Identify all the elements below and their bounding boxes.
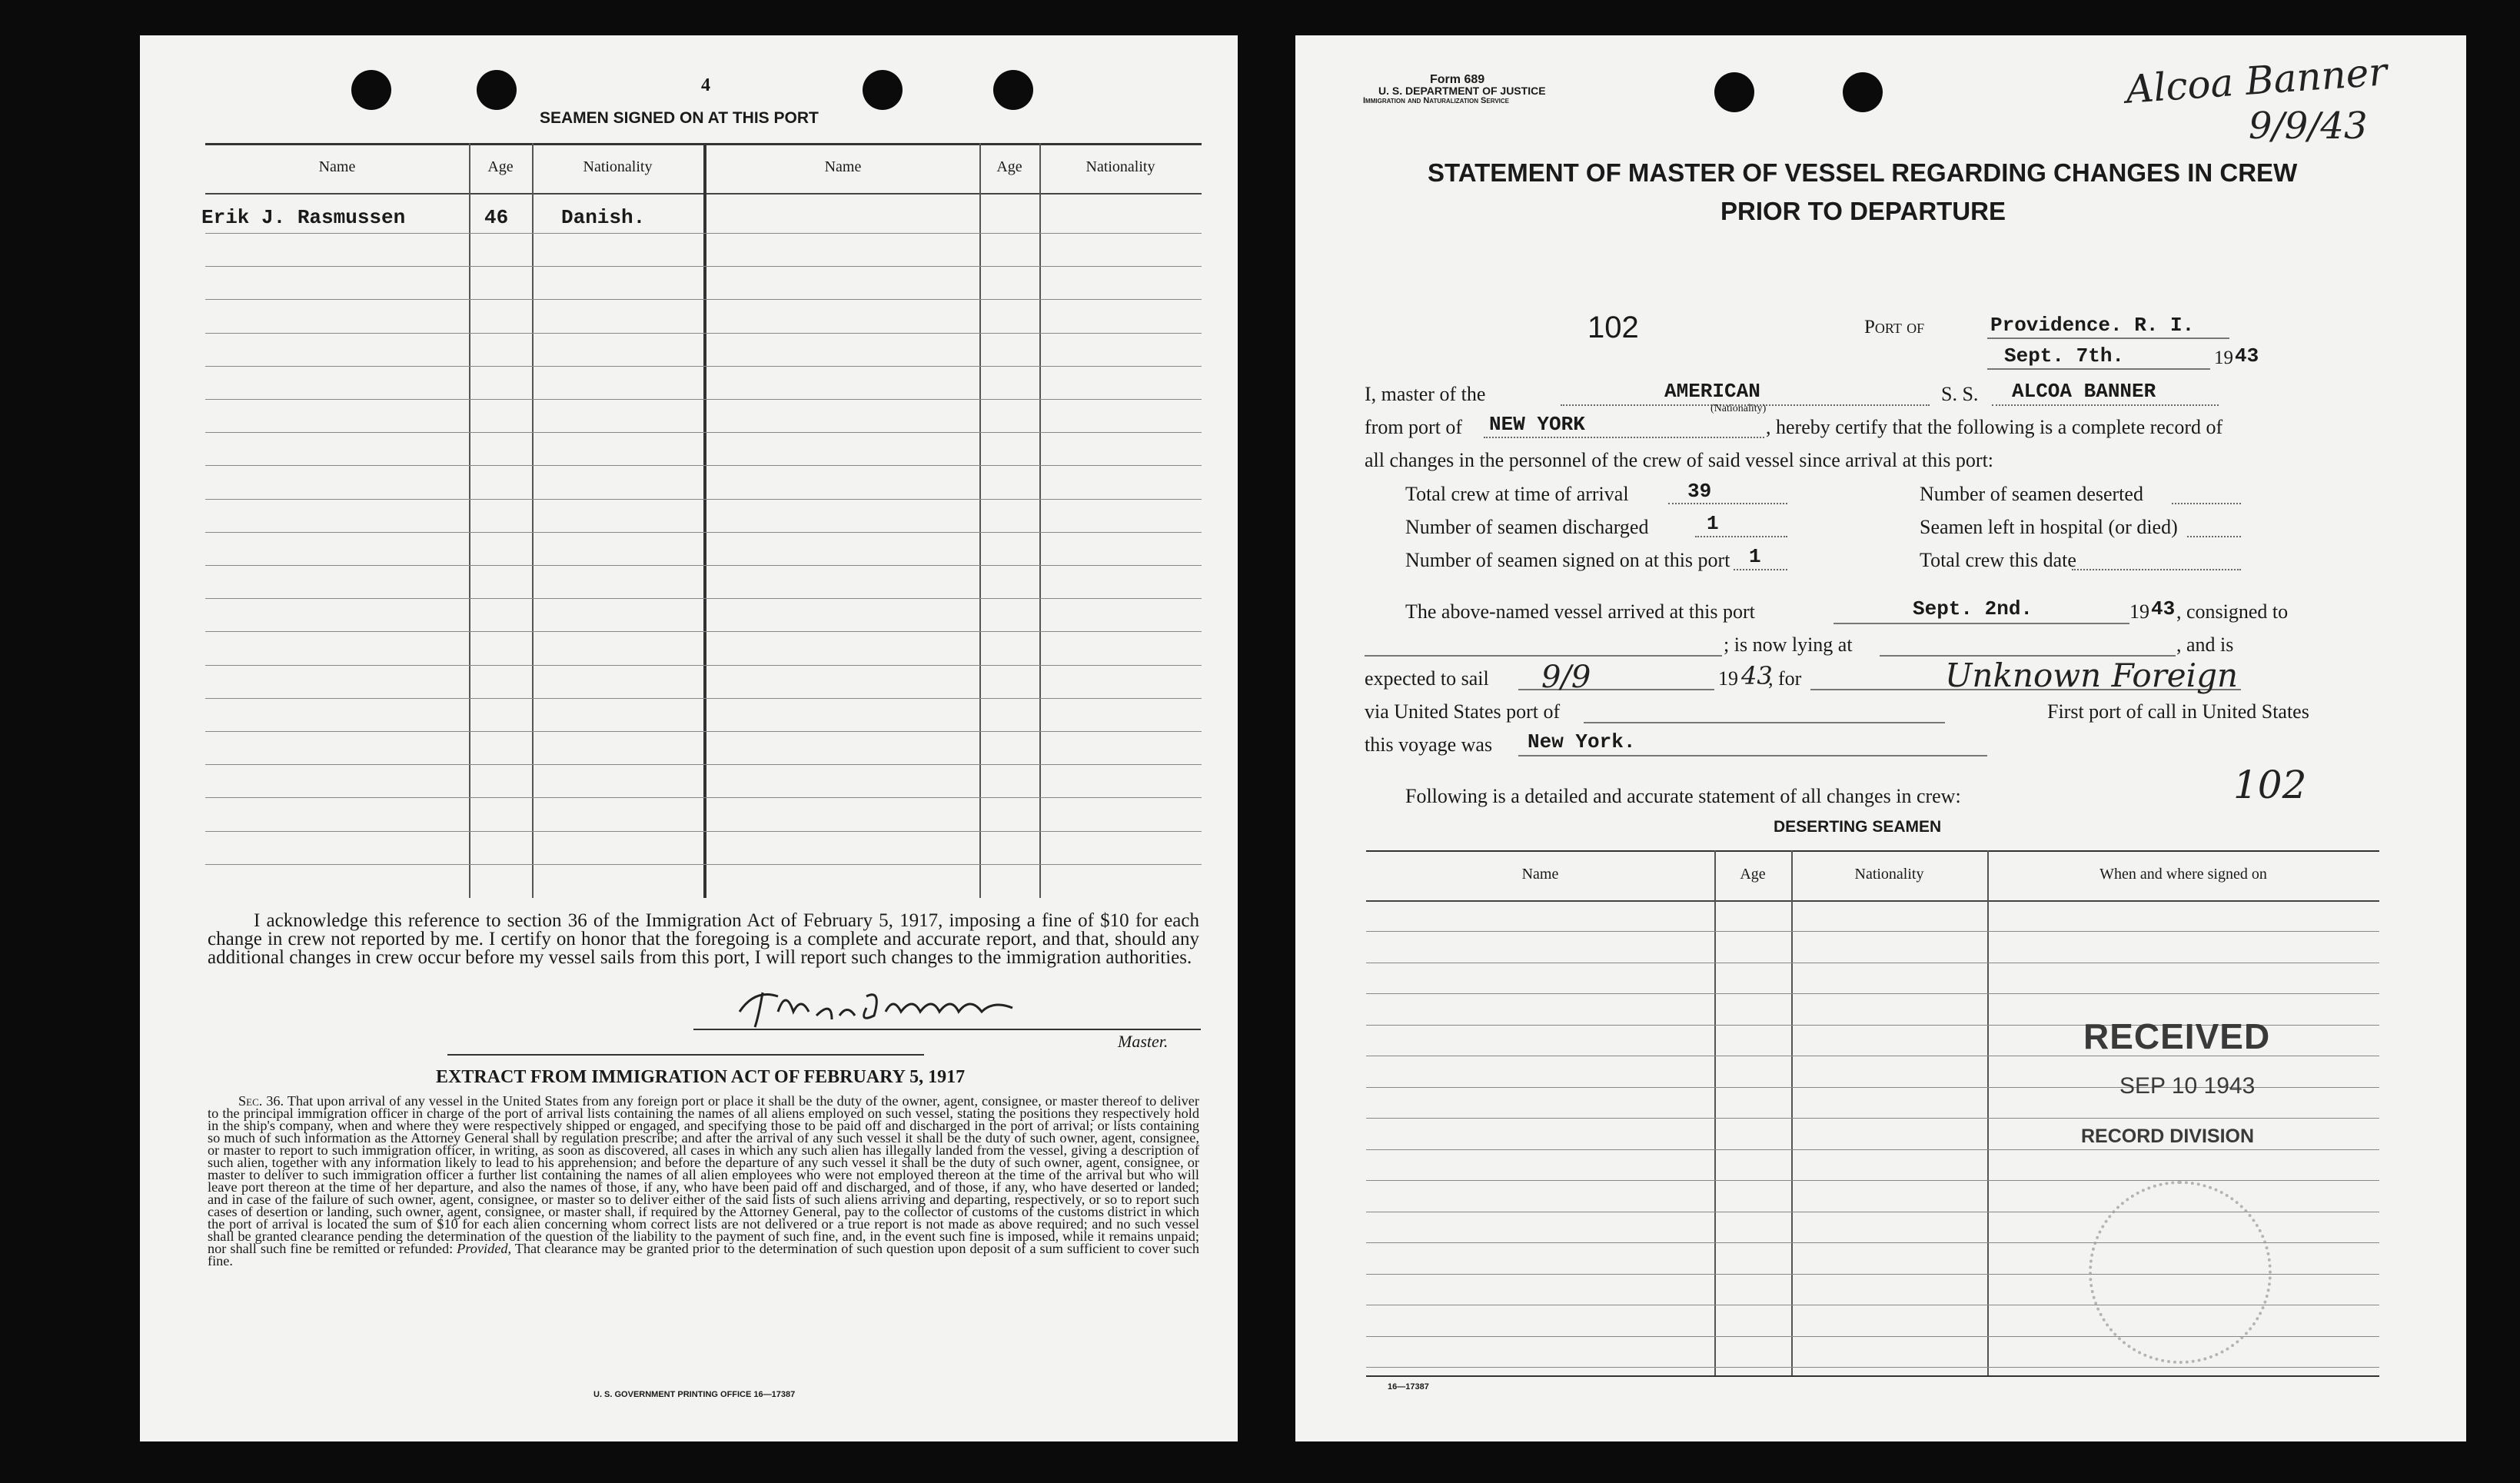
department: U. S. DEPARTMENT OF JUSTICE (1378, 85, 1546, 97)
via-label: via United States port of (1365, 700, 1561, 723)
expected-year: 43 (1741, 661, 1773, 690)
arrived-year: 43 (2151, 597, 2176, 620)
master-label: Master. (1118, 1032, 1169, 1051)
first-port-value: New York. (1528, 730, 1636, 753)
first-port-label: First port of call in United States (2047, 700, 2309, 723)
expected-date: 9/9 (1541, 660, 1591, 695)
ss-label: S. S. (1941, 383, 1979, 405)
table-row-line (205, 797, 1202, 798)
master-of-label: I, master of the (1365, 383, 1486, 405)
from-port-label: from port of (1365, 416, 1463, 438)
received-stamp: RECEIVED (2083, 1016, 2271, 1056)
table-row-line (205, 299, 1202, 300)
deserting-column-header: When and where signed on (2099, 866, 2267, 883)
discharged-label: Number of seamen discharged (1405, 516, 1649, 538)
vessel-name: ALCOA BANNER (2012, 380, 2156, 403)
sheet-number: 102 (1587, 311, 1639, 344)
column-header: Name (318, 158, 356, 175)
received-stamp-date: SEP 10 1943 (2119, 1073, 2256, 1099)
port-label: Port of (1864, 317, 1925, 337)
table-row-line (205, 731, 1202, 732)
column-header: Nationality (583, 158, 653, 175)
handwritten-date-note: 9/9/43 (2249, 105, 2368, 148)
table-row-line (1366, 931, 2379, 932)
table-row-line (205, 499, 1202, 500)
changes-text: all changes in the personnel of the crew of said vessel since arrival at this port: (1365, 449, 1994, 471)
table-row-line (1366, 993, 2379, 994)
seaman-age: 46 (484, 206, 509, 229)
lying-at-text: ; is now lying at (1724, 633, 1853, 656)
nationality-caption: (Nationality) (1710, 403, 1767, 414)
table-row-line (205, 333, 1202, 334)
punch-hole (993, 70, 1033, 110)
table-row-line (205, 665, 1202, 666)
discharged-value: 1 (1707, 512, 1719, 535)
arrived-label: The above-named vessel arrived at this port (1405, 600, 1755, 623)
deserting-title: DESERTING SEAMEN (1774, 818, 1942, 836)
year-value: 43 (2235, 344, 2259, 367)
consigned-text: , consigned to (2176, 600, 2289, 623)
extract-title: EXTRACT FROM IMMIGRATION ACT OF FEBRUARY 5, 1917 (436, 1067, 966, 1087)
seaman-name: Erik J. Rasmussen (201, 206, 406, 229)
total-crew-date-label: Total crew this date (1920, 549, 2076, 571)
punch-hole (477, 70, 517, 110)
handwritten-count: 102 (2233, 763, 2307, 807)
destination: Unknown Foreign (1945, 657, 2239, 694)
column-header: Age (487, 158, 514, 175)
column-header: Name (824, 158, 862, 175)
record-division-stamp: RECORD DIVISION (2081, 1126, 2255, 1147)
table-row-line (205, 532, 1202, 533)
seaman-nationality: Danish. (561, 206, 646, 229)
table-row-line (1366, 1118, 2379, 1119)
punch-hole (863, 70, 903, 110)
form-title-line1: STATEMENT OF MASTER OF VESSEL REGARDING CHANGES IN CREW (1428, 158, 2298, 187)
certify-text: , hereby certify that the following is a complete record of (1766, 416, 2223, 438)
deserting-column-header: Nationality (1854, 866, 1924, 883)
table-row-line (205, 432, 1202, 433)
following-text: Following is a detailed and accurate statement of all changes in crew: (1405, 785, 1961, 807)
hospital-label: Seamen left in hospital (or died) (1920, 516, 2178, 538)
deserting-column-header: Age (1740, 866, 1766, 883)
date-value: Sept. 7th. (2004, 344, 2125, 367)
section-title: SEAMEN SIGNED ON AT THIS PORT (540, 109, 819, 127)
deserting-column-header: Name (1521, 866, 1559, 883)
punch-hole (1714, 72, 1754, 112)
port-value: Providence. R. I. (1990, 314, 2195, 337)
for-label: , for (1768, 667, 1802, 690)
master-signature (732, 981, 1055, 1035)
table-row-line (205, 598, 1202, 599)
circular-postmark (2089, 1181, 2272, 1364)
signed-on-label: Number of seamen signed on at this port (1405, 549, 1730, 571)
left-page (140, 35, 1238, 1441)
table-row-line (205, 565, 1202, 566)
page-number: 4 (701, 75, 710, 95)
table-row-line (1366, 1180, 2379, 1181)
table-row-line (205, 864, 1202, 865)
from-port-value: NEW YORK (1489, 413, 1585, 436)
table-row-line (205, 366, 1202, 367)
arrived-year-prefix: 19 (2129, 600, 2149, 623)
service: Immigration and Naturalization Service (1363, 96, 1510, 105)
extract-text: Sec. 36. That upon arrival of any vessel in the United States from any foreign port or place it shall be the duty of the owner, agent, consignee, or master thereof to deliver to the principal immigration officer in charge of the port of arrival lists containing the names of all aliens employed on such vessel, stating the positions they respectively hold in the ship's company, when and where they were respectively shipped or engaged, and specifying those to be paid off and discharged in the port of arrival; or lists containing so much of such information as the Attorney General shall by regulation prescribe; and after the arrival of any such vessel it shall be the duty of such owner, agent, consignee, or master to report to such immigration officer, in writing, as soon as discovered, all cases in which any such alien has illegally landed from the vessel, giving a description of such alien, together with any information likely to lead to his apprehension; and before the departure of any such vessel it shall be the duty of such owner, agent, consignee, or master to deliver to such immigration officer a further list containing the names of all alien employees who were not employed thereon at the time of the arrival but who will leave port thereon at the time of her departure, and also the names of those, if any, who have been paid off and discharged, and of those, if any, who have deserted or landed; and in case of the failure of such owner, agent, consignee, or master so to deliver either of the said lists of such aliens arriving and departing, respectively, or so to report such cases of desertion or landing, such owner, agent, consignee, or master shall, if required by the Attorney General, pay to the collector of customs of the customs district in which the port of arrival is located the sum of $10 for each alien concerning whom correct lists are not delivered or a true report is not made as above required; and no such vessel shall be granted clearance pending the determination of the question of the liability to the payment of such fine, and, in the event such fine is imposed, while it remains unpaid; nor shall such fine be remitted or refunded: Provided, That clearance may be granted prior to the determination of such question upon deposit of a sum sufficient to cover such fine. (208, 1093, 1200, 1269)
right-page (1295, 35, 2466, 1441)
table-row-line (205, 831, 1202, 832)
table-row-line (1366, 1149, 2379, 1150)
printing-office-footer: U. S. GOVERNMENT PRINTING OFFICE 16—17387 (593, 1390, 796, 1399)
this-voyage-label: this voyage was (1365, 733, 1493, 756)
table-row-line (205, 399, 1202, 400)
table-row-line (205, 698, 1202, 699)
signed-on-value: 1 (1749, 545, 1761, 568)
column-header: Age (996, 158, 1022, 175)
column-header: Nationality (1085, 158, 1155, 175)
table-row-line (205, 631, 1202, 632)
deserted-label: Number of seamen deserted (1920, 483, 2143, 505)
nationality-value: AMERICAN (1664, 380, 1760, 403)
total-crew-arrival-label: Total crew at time of arrival (1405, 483, 1629, 505)
table-row-line (1366, 1367, 2379, 1368)
table-row-line (205, 465, 1202, 466)
form-footer: 16—17387 (1388, 1382, 1429, 1392)
punch-hole (1843, 72, 1883, 112)
year-prefix: 19 (2214, 347, 2233, 368)
expected-label: expected to sail (1365, 667, 1489, 690)
form-title-line2: PRIOR TO DEPARTURE (1720, 197, 2006, 225)
acknowledgement-text: I acknowledge this reference to section 36 of the Immigration Act of February 5, 1917, imposing a fine of $10 for each change in crew not reported by me. I certify on honor that the foregoing is a complete and accurate report, and that, should any additional changes in crew occur before my vessel sails from this port, I will report such changes to the immigration authorities. (208, 910, 1199, 968)
table-row-line (205, 233, 1202, 234)
table-row-line (205, 764, 1202, 765)
table-row-line (205, 266, 1202, 267)
arrived-date: Sept. 2nd. (1913, 597, 2033, 620)
total-crew-arrival-value: 39 (1687, 480, 1712, 503)
punch-hole (351, 70, 391, 110)
form-number: Form 689 (1430, 73, 1485, 86)
expected-year-prefix: 19 (1718, 667, 1738, 690)
and-is-text: , and is (2176, 633, 2234, 656)
handwritten-vessel-note: Alcoa Banner (2124, 49, 2389, 112)
